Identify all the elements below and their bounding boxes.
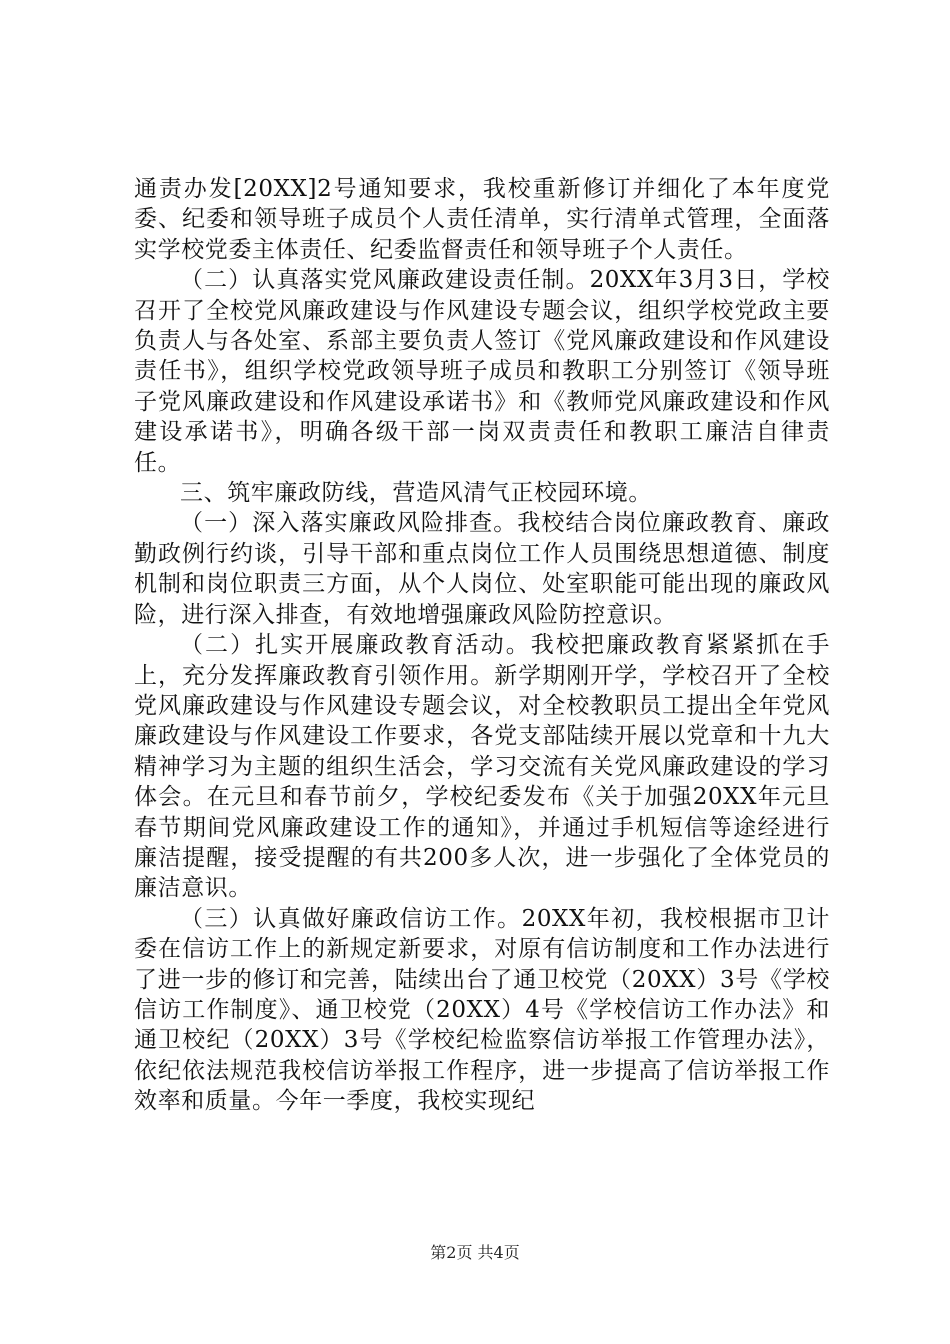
paragraph-education-activity: （二）扎实开展廉政教育活动。我校把廉政教育紧紧抓在手上，充分发挥廉政教育引领作用。新学期刚开学，学校召开了全校党风廉政建设与作风建设专题会议，对全校教职员工提出全年党风廉政建设与作风建设工作要求，各党支部陆续开展以党章和十九大精神学习为主题的组织生活会，学习交流有关党风廉政建设的学习体会。在元旦和春节前夕，学校纪委发布《关于加强20XX年元旦春节期间党风廉政建设工作的通知》，并通过手机短信等途经进行廉洁提醒，接受提醒的有共200多人次，进一步强化了全体党员的廉洁意识。 [134, 632, 830, 902]
paragraph-risk-check: （一）深入落实廉政风险排查。我校结合岗位廉政教育、廉政勤政例行约谈，引导干部和重点岗位工作人员围绕思想道德、制度机制和岗位职责三方面，从个人岗位、处室职能可能出现的廉政风险，进行深入排查，有效地增强廉政风险防控意识。 [134, 510, 830, 628]
paragraph-responsibility-system: （二）认真落实党风廉政建设责任制。20XX年3月3日，学校召开了全校党风廉政建设与作风建设专题会议，组织学校党政主要负责人与各处室、系部主要负责人签订《党风廉政建设和作风建设责任书》，组织学校党政领导班子成员和教职工分别签订《领导班子党风廉政建设和作风建设承诺书》和《教师党风廉政建设和作风建设承诺书》，明确各级干部一岗双责责任和教职工廉洁自律责任。 [134, 267, 830, 476]
page-footer: 第2页 共4页 [430, 1243, 520, 1262]
paragraph-petition-work: （三）认真做好廉政信访工作。20XX年初，我校根据市卫计委在信访工作上的新规定新要求，对原有信访制度和工作办法进行了进一步的修订和完善，陆续出台了通卫校党（20XX）3号《学校信访工作制度》、通卫校党（20XX）4号《学校信访工作办法》和通卫校纪（20XX）3号《学校纪检监察信访举报工作管理办法》，依纪依法规范我校信访举报工作程序，进一步提高了信访举报工作效率和质量。今年一季度，我校实现纪 [134, 905, 830, 1115]
document-body [134, 174, 830, 1117]
paragraph-continuation: 通责办发[20XX]2号通知要求，我校重新修订并细化了本年度党委、纪委和领导班子成员个人责任清单，实行清单式管理，全面落实学校党委主体责任、纪委监督责任和领导班子个人责任。 [134, 176, 830, 263]
section-heading-three: 三、筑牢廉政防线，营造风清气正校园环境。 [180, 480, 652, 507]
